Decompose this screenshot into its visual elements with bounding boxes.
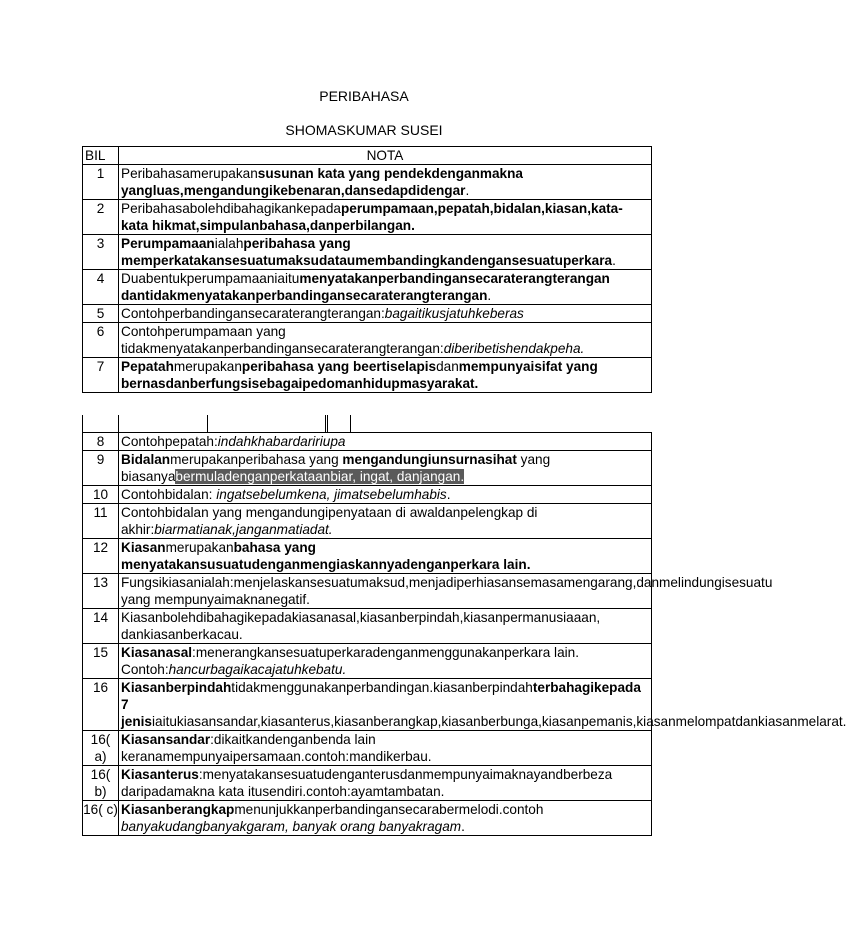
table-row	[83, 644, 652, 679]
row-number: 12	[83, 539, 119, 574]
note-text-italic: indahkhabardaririupa	[217, 434, 346, 449]
table-row	[83, 486, 652, 504]
note-text: :dikaitkandenganbenda lain keranamempunyaipersamaan.contoh:mandikerbau.	[121, 732, 432, 764]
row-number: 11	[83, 504, 119, 539]
table-row	[83, 433, 652, 451]
note-text-bold: Kiasanberpindah	[121, 680, 232, 695]
note-text: menunjukkanperbandingansecarabermelodi.contoh	[234, 802, 544, 817]
row-note	[119, 504, 652, 539]
header-bil: BIL	[83, 147, 119, 165]
table-row	[83, 451, 652, 486]
note-text: Kiasanbolehdibahagikepadakiasanasal,kiasanberpindah,kiasanpermanusiaaan, dankiasanberkacau.	[121, 610, 601, 642]
note-text: Contohbidalan:	[121, 487, 217, 502]
empty-table-fragment	[82, 415, 119, 432]
note-text: .	[612, 253, 616, 268]
note-text: merupakanperibahasa yang	[170, 452, 343, 467]
note-text-italic: diberibetishendakpeha.	[443, 341, 585, 356]
note-text-bold: Pepatah	[121, 359, 174, 374]
note-text: tidakmenggunakanperbandingan.kiasanberpindah	[231, 680, 533, 695]
table-row	[83, 305, 652, 323]
row-number: 1	[83, 165, 119, 200]
notes-table-1	[82, 146, 652, 393]
note-text: .	[446, 487, 451, 502]
row-number: 14	[83, 609, 119, 644]
row-note	[119, 486, 652, 504]
note-text-bold: susunan kata yang pendekdenganmakna yangluas,mengandungikebenaran,dansedapdidengar	[121, 166, 523, 198]
page-title: PERIBAHASA	[319, 88, 409, 104]
row-note	[119, 766, 652, 801]
note-text: .	[487, 288, 492, 303]
row-note	[119, 451, 652, 486]
empty-table-fragment	[327, 415, 351, 432]
note-text: merupakan	[173, 359, 242, 374]
note-text-bold: Kiasanberangkap	[121, 802, 235, 817]
empty-table-fragment	[207, 415, 326, 432]
table-row	[83, 270, 652, 305]
row-note	[119, 165, 652, 200]
row-note	[119, 323, 652, 358]
table-row	[83, 235, 652, 270]
table-row	[83, 165, 652, 200]
notes-body-1	[83, 165, 652, 393]
row-number: 13	[83, 574, 119, 609]
note-text: Contohpepatah:	[121, 434, 218, 449]
table-row	[83, 801, 652, 836]
author-name: SHOMASKUMAR SUSEI	[285, 122, 443, 138]
note-text-bold: mempunyaisifat yang bernasdanberfungsisebagaipedomanhidupmasyarakat.	[121, 359, 598, 391]
row-number: 4	[83, 270, 119, 305]
table-row	[83, 731, 652, 766]
row-number: 8	[83, 433, 119, 451]
table-header-row	[83, 147, 652, 165]
table-row	[83, 574, 652, 609]
table-row	[83, 200, 652, 235]
row-note	[119, 801, 652, 836]
row-note	[119, 679, 846, 731]
note-text-bold: peribahasa yang memperkatakansesuatumaksudataumembandingkandengansesuatuperkara	[121, 236, 613, 268]
table-row	[83, 504, 652, 539]
note-text: .	[461, 819, 465, 834]
note-text: Peribahasamerupakan	[121, 166, 258, 181]
note-text-italic: ingatsebelumkena, jimatsebelumhabis	[216, 487, 447, 502]
note-text-bold: Kiasanasal	[121, 645, 193, 660]
note-text: yang biasanya	[121, 452, 551, 484]
note-text-bold: bahasa yang menyatakansusuatudenganmengiaskannyadenganperkara lain.	[121, 540, 531, 572]
row-number: 3	[83, 235, 119, 270]
note-text: ialah	[214, 236, 244, 251]
note-text-italic: hancurbagaikacajatuhkebatu.	[168, 662, 347, 677]
row-number: 5	[83, 305, 119, 323]
table-row	[83, 323, 652, 358]
row-note	[119, 574, 773, 609]
row-note	[119, 433, 652, 451]
note-text-highlight: bermuladenganperkataanbiar, ingat, danjangan.	[175, 469, 465, 484]
note-text-italic: biarmatianak,janganmatiadat.	[154, 522, 333, 537]
note-text-bold: Kiasansandar	[121, 732, 211, 747]
note-text-bold: mengandungiunsurnasihat	[342, 452, 517, 467]
note-text: Peribahasabolehdibahagikankepada	[121, 201, 341, 216]
note-text-bold: Kiasanterus	[121, 767, 199, 782]
row-note	[119, 270, 652, 305]
note-text-italic: banyakudangbanyakgaram, banyak orang banyakragam	[121, 819, 462, 834]
header-nota: NOTA	[119, 147, 652, 165]
note-text-bold: perumpamaan,pepatah,bidalan,kiasan,kata-kata hikmat,simpulanbahasa,danperbilangan.	[121, 201, 623, 233]
row-number: 10	[83, 486, 119, 504]
row-number: 16( b)	[83, 766, 119, 801]
note-text: Contohperbandingansecaraterangterangan:	[121, 306, 385, 321]
table-row	[83, 358, 652, 393]
row-number: 6	[83, 323, 119, 358]
row-note	[119, 644, 652, 679]
row-note	[119, 305, 652, 323]
note-text: Fungsikiasanialah:menjelaskansesuatumaksud,menjadiperhiasansemasamengarang,danmelindungisesuatu yang mempunyaimaknanegatif.	[121, 575, 773, 607]
note-text: merupakan	[165, 540, 234, 555]
note-text: iaitukiasansandar,kiasanterus,kiasanberangkap,kiasanberbunga,kiasanpemanis,kiasanmelompatdankiasanmelarat.	[151, 714, 846, 729]
row-note	[119, 609, 652, 644]
note-text-bold: Bidalan	[121, 452, 171, 467]
note-text-bold: peribahasa yang beertiselapis	[241, 359, 437, 374]
note-text-bold: Perumpamaan	[121, 236, 215, 251]
table-row	[83, 609, 652, 644]
note-text: :menyatakansesuatudenganterusdanmempunyaimaknayandberbeza daripadamakna kata itusendiri.contoh:ayamtambatan.	[121, 767, 613, 799]
row-note	[119, 358, 652, 393]
notes-body-2	[83, 433, 846, 836]
row-number: 7	[83, 358, 119, 393]
row-number: 16( a)	[83, 731, 119, 766]
row-note	[119, 731, 652, 766]
note-text: Contohbidalan yang mengandungipenyataan di awaldanpelengkap di akhir:	[121, 505, 538, 537]
row-note	[119, 539, 652, 574]
table-row	[83, 679, 652, 731]
row-note	[119, 200, 652, 235]
table-row	[83, 539, 652, 574]
note-text-bold: terbahagikepada 7 jenis	[121, 680, 641, 729]
note-text-bold: menyatakanperbandingansecaraterangterangan dantidakmenyatakanperbandingansecaraterangterangan	[121, 271, 610, 303]
note-text: :menerangkansesuatuperkaradenganmenggunakanperkara lain. Contoh:	[121, 645, 579, 677]
row-note	[119, 235, 652, 270]
row-number: 16	[83, 679, 119, 731]
note-text-italic: bagaitikusjatuhkeberas	[384, 306, 524, 321]
row-number: 16( c)	[83, 801, 119, 836]
row-number: 2	[83, 200, 119, 235]
row-number: 15	[83, 644, 119, 679]
note-text: Contohperumpamaan yang tidakmenyatakanperbandingansecaraterangterangan:	[121, 324, 444, 356]
note-text: dan	[436, 359, 459, 374]
note-text-bold: Kiasan	[121, 540, 166, 555]
table-row	[83, 766, 652, 801]
row-number: 9	[83, 451, 119, 486]
notes-table-2	[82, 432, 846, 836]
note-text: Duabentukperumpamaaniaitu	[121, 271, 300, 286]
note-text: .	[465, 183, 470, 198]
